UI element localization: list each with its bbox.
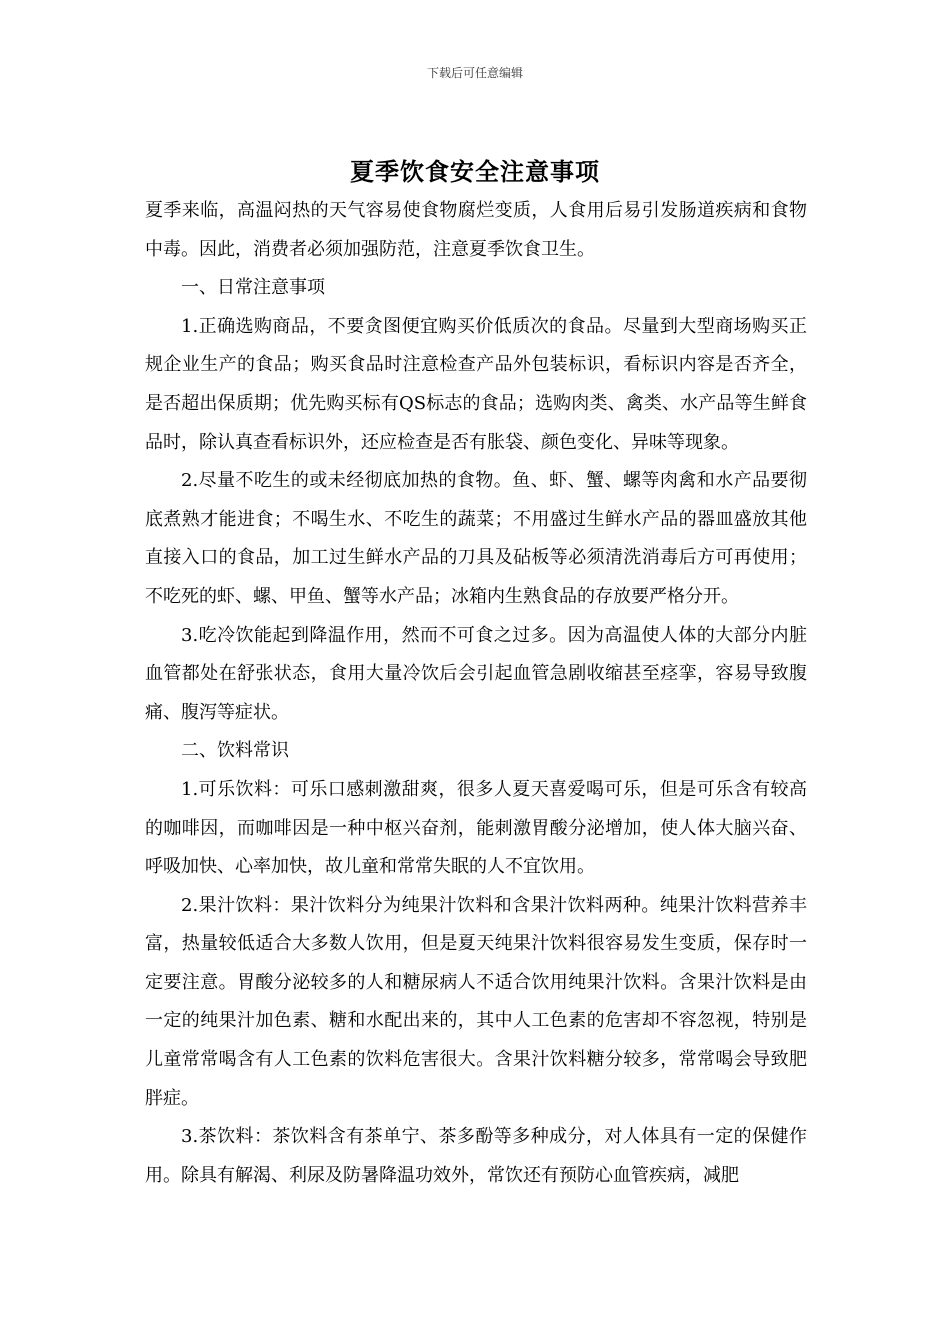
- paragraph-drinks-3: 3.茶饮料：茶饮料含有茶单宁、茶多酚等多种成分，对人体具有一定的保健作用。除具有解渴、利尿及防暑降温功效外，常饮还有预防心血管疾病，减肥: [145, 1126, 807, 1186]
- paragraph-drinks-2: 2.果汁饮料：果汁饮料分为纯果汁饮料和含果汁饮料两种。纯果汁饮料营养丰富，热量较低适合大多数人饮用，但是夏天纯果汁饮料很容易发生变质，保存时一定要注意。胃酸分泌较多的人和糖尿病人不适合饮用纯果汁饮料。含果汁饮料是由一定的纯果汁加色素、糖和水配出来的，其中人工色素的危害却不容忽视，特别是儿童常常喝含有人工色素的饮料危害很大。含果汁饮料糖分较多，常常喝会导致肥胖症。: [145, 894, 807, 1109]
- paragraph-intro: 夏季来临，高温闷热的天气容易使食物腐烂变质，人食用后易引发肠道疾病和食物中毒。因此，消费者必须加强防范，注意夏季饮食卫生。: [145, 200, 807, 260]
- section-heading-daily: 一、日常注意事项: [181, 277, 325, 299]
- paragraph-daily-2: 2.尽量不吃生的或未经彻底加热的食物。鱼、虾、蟹、螺等肉禽和水产品要彻底煮熟才能进食；不喝生水、不吃生的蔬菜；不用盛过生鲜水产品的器皿盛放其他直接入口的食品，加工过生鲜水产品的刀具及砧板等必须清洗消毒后方可再使用；不吃死的虾、螺、甲鱼、蟹等水产品；冰箱内生熟食品的存放要严格分开。: [145, 470, 807, 607]
- paragraph-drinks-1: 1.可乐饮料：可乐口感刺激甜爽，很多人夏天喜爱喝可乐，但是可乐含有较高的咖啡因，而咖啡因是一种中枢兴奋剂，能刺激胃酸分泌增加，使人体大脑兴奋、呼吸加快、心率加快，故儿童和常常失眠的人不宜饮用。: [145, 778, 807, 878]
- document-body: [145, 192, 807, 1195]
- section-heading-drinks: 二、饮料常识: [181, 740, 289, 762]
- page-title: 夏季饮食安全注意事项: [350, 157, 600, 186]
- header-note: 下载后可任意编辑: [426, 66, 523, 80]
- paragraph-daily-3: 3.吃冷饮能起到降温作用，然而不可食之过多。因为高温使人体的大部分内脏血管都处在舒张状态，食用大量冷饮后会引起血管急剧收缩甚至痉挛，容易导致腹痛、腹泻等症状。: [145, 624, 807, 723]
- paragraph-daily-1: 1.正确选购商品，不要贪图便宜购买价低质次的食品。尽量到大型商场购买正规企业生产的食品；购买食品时注意检查产品外包装标识，看标识内容是否齐全，是否超出保质期；优先购买标有QS标志的食品；选购肉类、禽类、水产品等生鲜食品时，除认真查看标识外，还应检查是否有胀袋、颜色变化、异味等现象。: [145, 315, 807, 453]
